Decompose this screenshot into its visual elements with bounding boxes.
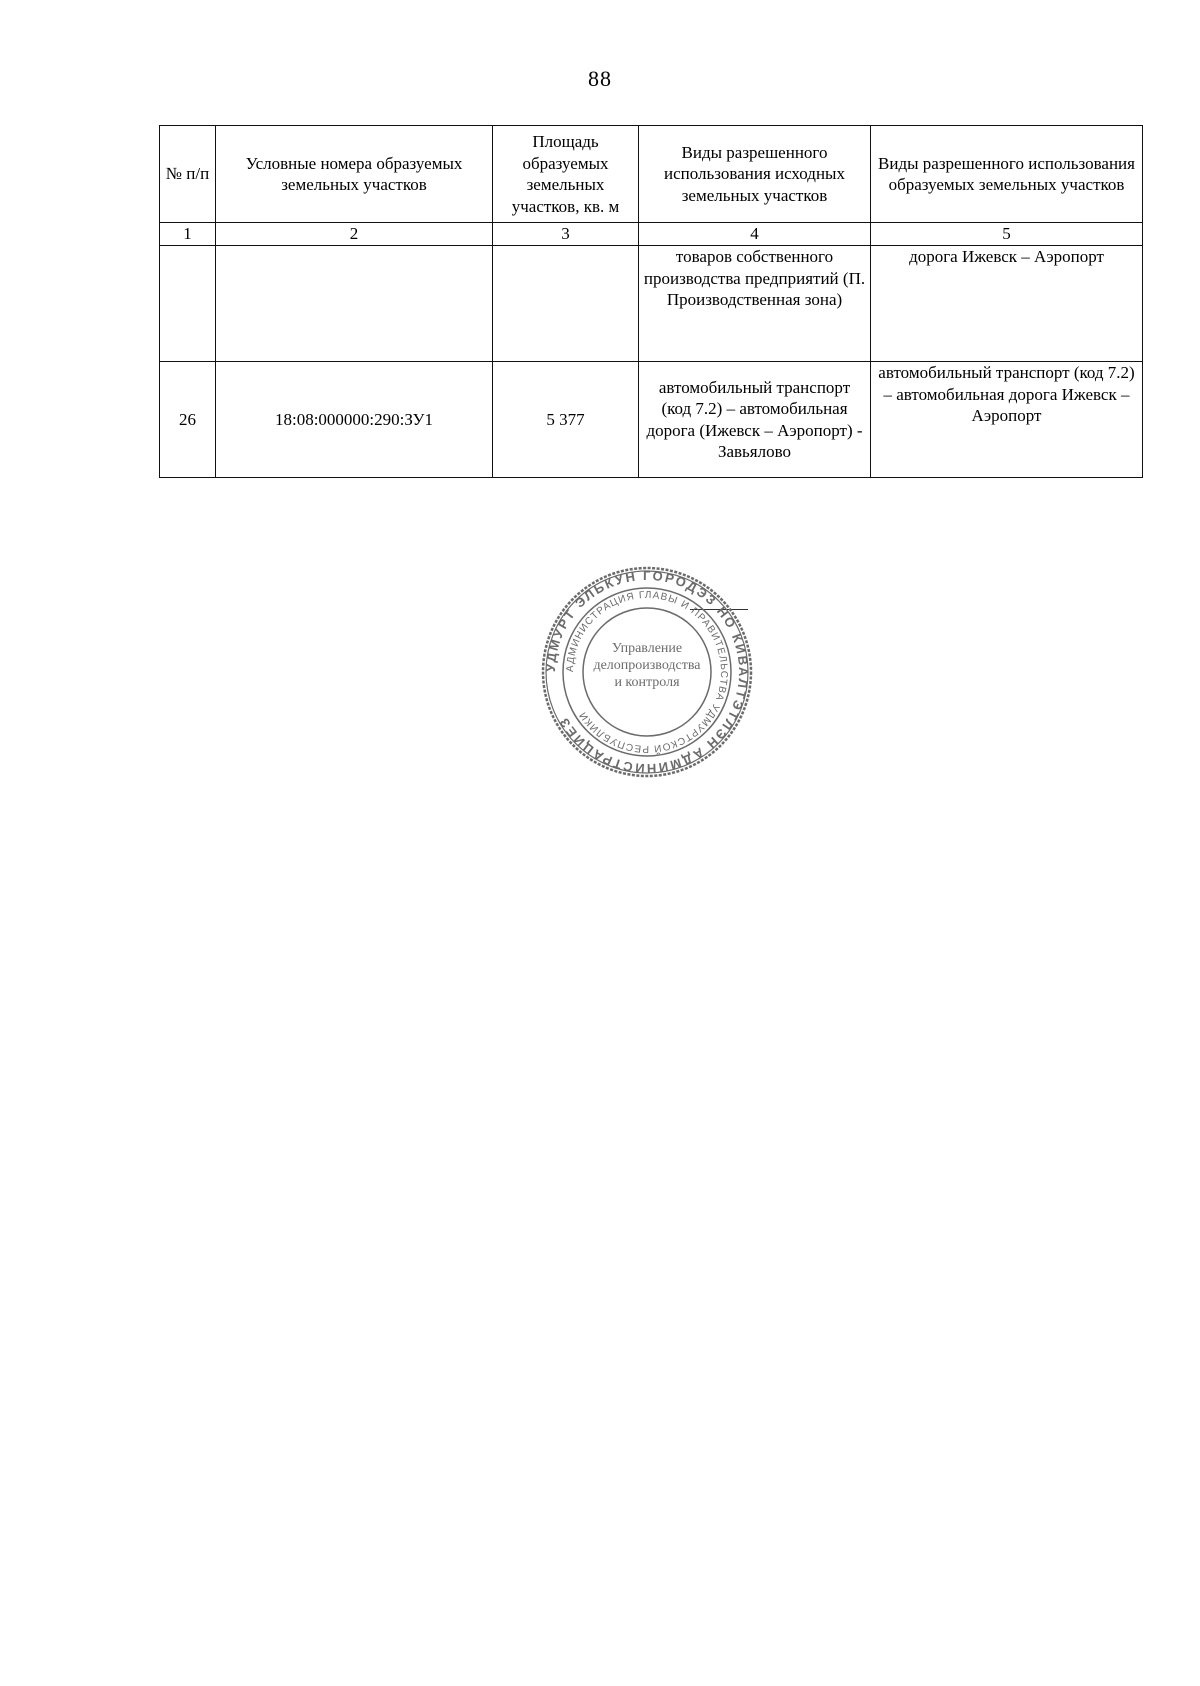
header-source-use: Виды разрешенного использования исходных земельных участков [639, 126, 871, 223]
row-target-use: дорога Ижевск – Аэропорт [871, 246, 1143, 362]
header-target-use: Виды разрешенного использования образуемых земельных участков [871, 126, 1143, 223]
column-number: 5 [871, 223, 1143, 246]
column-numbers-row [160, 223, 1143, 246]
row-cadastral [216, 246, 493, 362]
row-source-use: автомобильный транспорт (код 7.2) – автомобильная дорога (Ижевск – Аэропорт) - Завьялово [639, 362, 871, 478]
table-header-row [160, 126, 1143, 223]
column-number: 3 [493, 223, 639, 246]
row-cadastral: 18:08:000000:290:ЗУ1 [216, 362, 493, 478]
header-num: № п/п [160, 126, 216, 223]
table-row [160, 246, 1143, 362]
column-number: 1 [160, 223, 216, 246]
row-num [160, 246, 216, 362]
header-area: Площадь образуемых земельных участков, кв. м [493, 126, 639, 223]
page-number: 88 [588, 66, 612, 91]
land-plots-table [159, 125, 1143, 478]
row-area: 5 377 [493, 362, 639, 478]
table-row [160, 362, 1143, 478]
row-area [493, 246, 639, 362]
column-number: 2 [216, 223, 493, 246]
seal-outer-text: УДМУРТ ЭЛЬКУН ГОРОДЭЗ НО КИВАЛТЭТЛЭН АДМИНИСТРАЦИЕЗ [542, 567, 752, 777]
seal-center-text: Управление делопроизводства и контроля [593, 641, 701, 690]
column-number: 4 [639, 223, 871, 246]
header-cadastral: Условные номера образуемых земельных участков [216, 126, 493, 223]
row-source-use: товаров собственного производства предприятий (П. Производственная зона) [639, 246, 871, 362]
row-target-use: автомобильный транспорт (код 7.2) – автомобильная дорога Ижевск – Аэропорт [871, 362, 1143, 478]
row-num: 26 [160, 362, 216, 478]
official-seal [537, 560, 757, 785]
seal-ring-text: АДМИНИСТРАЦИЯ ГЛАВЫ И ПРАВИТЕЛЬСТВА УДМУРТСКОЙ РЕСПУБЛИКИ [564, 589, 730, 755]
